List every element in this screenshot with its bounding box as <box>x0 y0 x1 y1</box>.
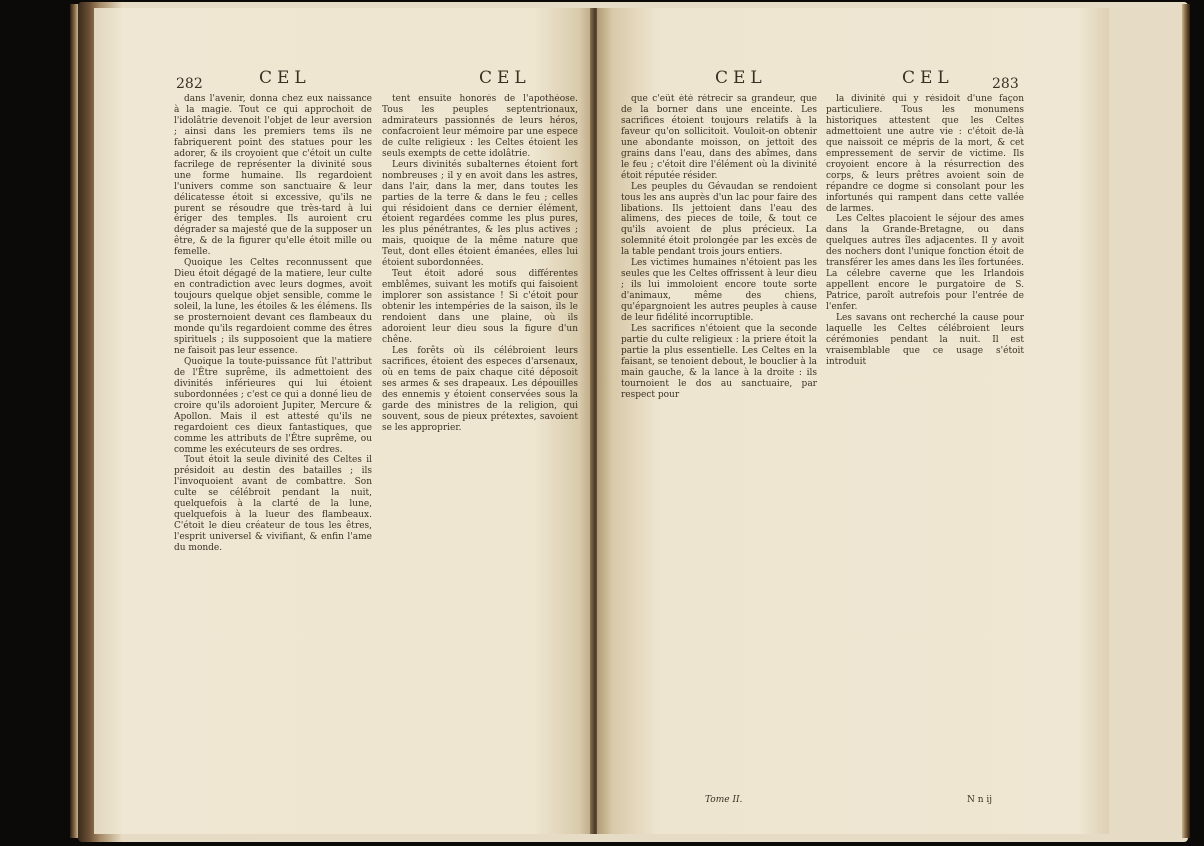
paragraph: Les victimes humaines n'étoient pas les seules que les Celtes offrissent à leur dieu ; ils lui immoloient encore toute sorte d'animaux, même des chiens, qu'épargnoient les autres peuples à cause de leur fidélité incorruptible. <box>621 258 817 324</box>
left-page <box>94 8 594 834</box>
paragraph: Quoique la toute-puissance fût l'attribut de l'Être suprême, ils admettoient des divinités inférieures qui lui étoient subordonnées ; c'est ce qui a donné lieu de croire qu'ils adoroient Jupiter, Mercure & Apollon. Mais il est attesté qu'ils ne regardoient ces dieux fantastiques, que comme les attributs de l'Être suprême, ou comme les exécuteurs de ses ordres. <box>174 356 372 455</box>
paragraph: que c'eût été rétrecir sa grandeur, que de la borner dans une enceinte. Les sacrifices étoient toujours relatifs à la faveur qu'on sollicitoit. Vouloit-on obtenir une abondante moisson, on jettoit des grains dans l'eau, dans des abîmes, dans le feu ; c'étoit dire l'élément où la divinité étoit réputée résider. <box>621 94 817 181</box>
paragraph: Les savans ont recherché la cause pour laquelle les Celtes célébroient leurs cérémonies pendant la nuit. Il est vraisemblable que ce usage s'étoit introduit <box>826 313 1024 367</box>
running-head-right-col2: CEL <box>902 68 954 88</box>
paragraph: tent ensuite honorés de l'apothéose. Tous les peuples septentrionaux, admirateurs passionnés de leurs héros, confacroient leur mémoire par une espece de culte religieux : les Celtes étoient les seuls exempts de cette idolâtrie. <box>382 94 578 159</box>
signature-mark: N n ij <box>967 795 993 805</box>
paragraph: Les Celtes placoient le séjour des ames dans la Grande-Bretagne, ou dans quelques autres îles adjacentes. Il y avoit des nochers dont l'unique fonction étoit de transférer les ames dans les îles fortunées. La célebre caverne que les Irlandois appellent encore le purgatoire de S. Patrice, paroît autrefois pour l'entrée de l'enfer. <box>826 214 1024 313</box>
page-number-left: 282 <box>176 76 203 92</box>
right-page-edges <box>1182 4 1190 838</box>
right-page-column-1 <box>621 94 817 794</box>
paragraph: Leurs divinités subalternes étoient fort nombreuses ; il y en avoit dans les astres, dans l'air, dans la mer, dans toutes les parties de la terre & dans le feu ; celles qui résidoient dans ce dernier élément, étoient regardées comme les plus pures, les plus pénétrantes, & les plus actives ; mais, quoique de la même nature que Teut, dont elles étoient émanées, elles lui étoient subordonnées. <box>382 159 578 269</box>
paragraph: Les forêts où ils célébroient leurs sacrifices, étoient des especes d'arsenaux, où en tems de paix chaque cité déposoit ses armes & ses drapeaux. Les dépouilles des ennemis y étoient conservées sous la garde des ministres de la religion, qui souvent, sous de pieux prétextes, savoient se les approprier. <box>382 345 578 433</box>
left-page-column-1 <box>174 94 372 822</box>
paragraph: la divinité qui y résidoit d'une façon particuliere. Tous les monumens historiques attestent que les Celtes admettoient une autre vie : c'étoit de-là que naissoit ce mépris de la mort, & cet empressement de servir de victime. Ils croyoient encore à la résurrection des corps, & leurs prêtres avoient soin de répandre ce dogme si consolant pour les infortunés qui rampent dans cette vallée de larmes. <box>826 94 1024 214</box>
right-page-column-2 <box>826 94 1024 794</box>
right-page <box>597 8 1109 834</box>
paragraph: Les peuples du Gévaudan se rendoient tous les ans auprès d'un lac pour faire des libations. Ils jettoient dans l'eau des alimens, des pieces de toile, & tout ce qu'ils avoient de plus précieux. La solemnité étoit prolongée par les excès de la table pendant trois jours entiers. <box>621 181 817 258</box>
running-head-left-col1: CEL <box>259 68 311 88</box>
page-number-right: 283 <box>992 76 1019 92</box>
paragraph: Tout étoit la seule divinité des Celtes il présidoit au destin des batailles ; ils l'invoquoient avant de combattre. Son culte se célébroit pendant la nuit, quelquefois à la clarté de la lune, quelquefois à la lueur des flambeaux. C'étoit le dieu créateur de tous les êtres, l'esprit universel & vivifiant, & enfin l'ame du monde. <box>174 455 372 554</box>
left-page-column-2 <box>382 94 578 822</box>
paragraph: dans l'avenir, donna chez eux naissance à la magie. Tout ce qui approchoit de l'idolâtrie devenoit l'objet de leur aversion ; ainsi dans les premiers tems ils ne fabriquerent point des statues pour les adorer, & ils croyoient que c'étoit un culte facrilege de représenter la divinité sous une forme humaine. Ils regardoient l'univers comme son sanctuaire & leur délicatesse étoit si excessive, qu'ils ne purent se résoudre que très-tard à lui ériger des temples. Ils auroient cru dégrader sa majesté que de la supposer un être, & de la figurer qu'elle étoit mille ou femelle. <box>174 94 372 258</box>
running-head-left-col2: CEL <box>479 68 531 88</box>
left-page-edges <box>70 4 78 838</box>
running-head-right-col1: CEL <box>715 68 767 88</box>
paragraph: Teut étoit adoré sous différentes emblêmes, suivant les motifs qui faisoient implorer son assistance ! Si c'étoit pour obtenir les intempéries de la saison, ils le rendoient dans une plaine, où ils adoroient leur dieu sous la figure d'un chêne. <box>382 269 578 345</box>
volume-footer: Tome II. <box>705 795 743 805</box>
paragraph: Quoique les Celtes reconnussent que Dieu étoit dégagé de la matiere, leur culte en contradiction avec leurs dogmes, avoit toujours quelque objet sensible, comme le soleil, la lune, les étoiles & les élémens. Ils se prosternoient devant ces flambeaux du monde qu'ils regardoient comme des êtres spirituels ; ils supposoient que la matiere ne faisoit pas leur essence. <box>174 258 372 356</box>
paragraph: Les sacrifices n'étoient que la seconde partie du culte religieux : la priere étoit la partie la plus essentielle. Les Celtes en la faisant, se tenoient debout, le bouclier à la main gauche, & la lance à la droite : ils tournoient le dos au sanctuaire, par respect pour <box>621 324 817 400</box>
